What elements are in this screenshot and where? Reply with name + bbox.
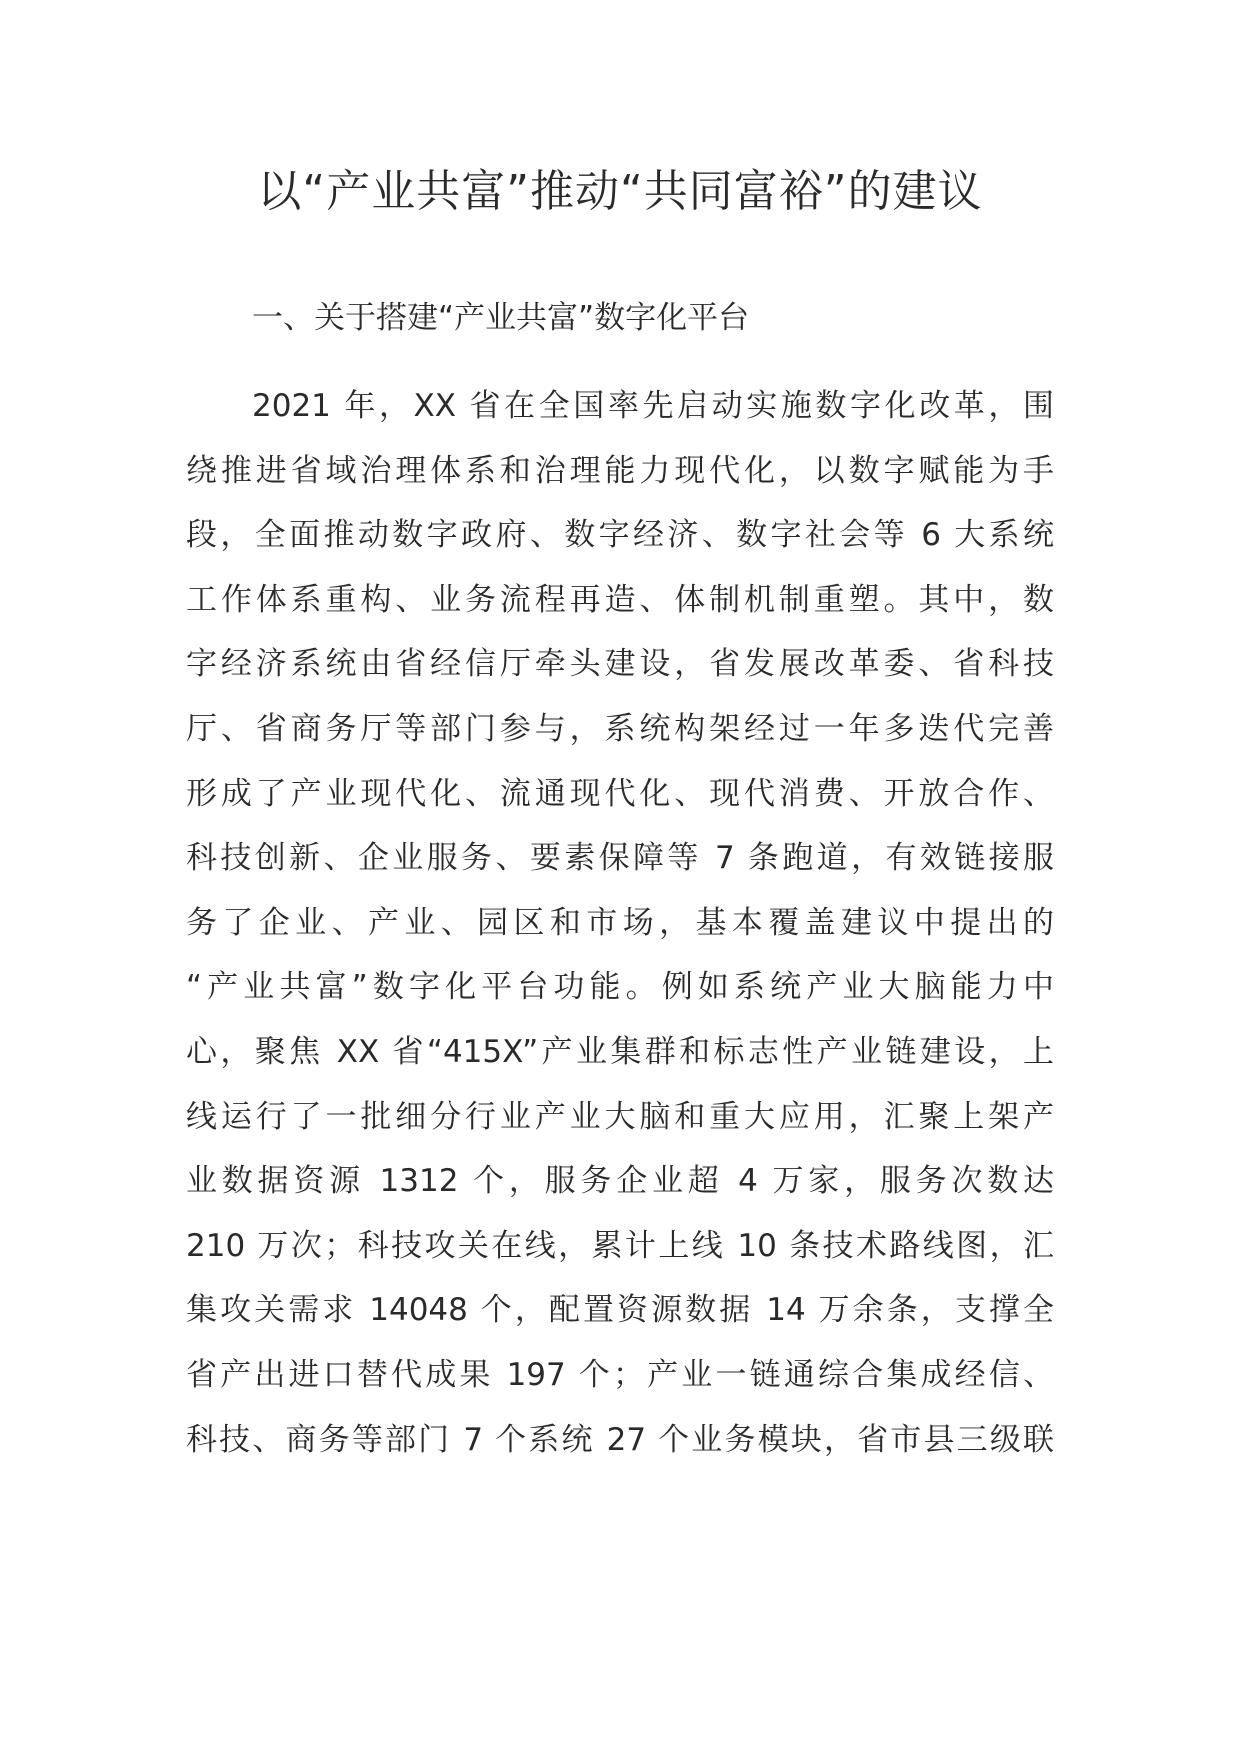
paragraph-line: 210 万次；科技攻关在线，累计上线 10 条技术路线图，汇 [186,1227,1054,1264]
paragraph-line: 厅、省商务厅等部门参与，系统构架经过一年多迭代完善 [186,710,1054,747]
paragraph-line: 心，聚焦 XX 省“415X”产业集群和标志性产业链建设，上 [186,1033,1054,1070]
paragraph-line: 段，全面推动数字政府、数字经济、数字社会等 6 大系统 [186,517,1054,554]
paragraph-line: 科技、商务等部门 7 个系统 27 个业务模块，省市县三级联 [186,1421,1054,1458]
paragraph-line: 线运行了一批细分行业产业大脑和重大应用，汇聚上架产 [186,1098,1054,1135]
paragraph-line: 工作体系重构、业务流程再造、体制机制重塑。其中，数 [186,581,1054,618]
paragraph-line: 业数据资源 1312 个，服务企业超 4 万家，服务次数达 [186,1163,1054,1200]
paragraph-line: 省产出进口替代成果 197 个；产业一链通综合集成经信、 [186,1356,1054,1393]
section-heading: 一、关于搭建“产业共富”数字化平台 [252,300,750,336]
paragraph-line: 科技创新、企业服务、要素保障等 7 条跑道，有效链接服 [186,840,1054,877]
document-title: 以“产业共富”推动“共同富裕”的建议 [257,166,983,217]
paragraph-line: 集攻关需求 14048 个，配置资源数据 14 万余条，支撑全 [186,1292,1054,1329]
body-paragraph [186,384,1054,1482]
paragraph-line: 字经济系统由省经信厅牵头建设，省发展改革委、省科技 [186,646,1054,683]
paragraph-line: 2021 年，XX 省在全国率先启动实施数字化改革，围 [252,388,1054,424]
paragraph-line: 形成了产业现代化、流通现代化、现代消费、开放合作、 [186,775,1054,812]
paragraph-line: 绕推进省域治理体系和治理能力现代化，以数字赋能为手 [186,452,1054,489]
paragraph-line: 务了企业、产业、园区和市场，基本覆盖建议中提出的 [186,904,1054,941]
paragraph-line: “产业共富”数字化平台功能。例如系统产业大脑能力中 [186,969,1054,1006]
